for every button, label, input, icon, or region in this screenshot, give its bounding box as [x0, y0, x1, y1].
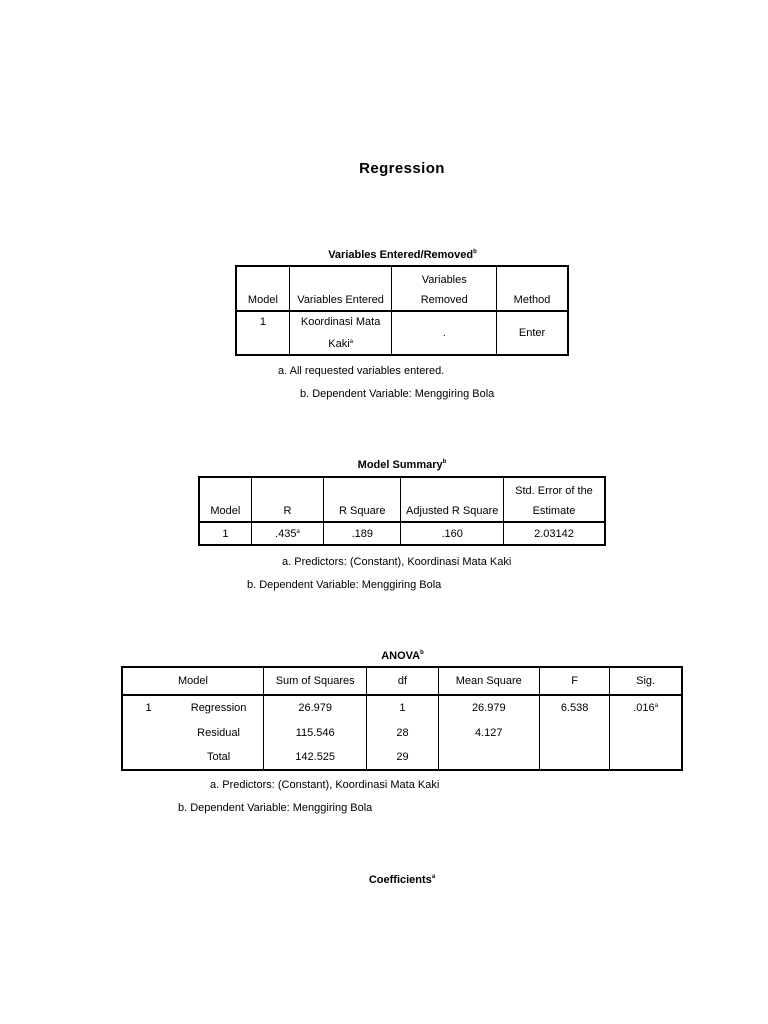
- cell-df: 28: [367, 720, 438, 745]
- header-method: Method: [497, 266, 568, 311]
- header-r: R: [251, 477, 323, 522]
- cell-sig: [610, 745, 682, 770]
- cell-variables-removed: .: [392, 311, 497, 355]
- table-row: [122, 720, 682, 745]
- header-model: Model: [122, 667, 263, 695]
- model-summary-caption: Model Summary$^b$: [357, 459, 447, 471]
- cell-f: [539, 720, 609, 745]
- cell-adjusted-r-square: .160: [401, 522, 504, 545]
- header-std-error: Std. Error of the Estimate: [503, 477, 605, 522]
- coefficients-caption: Coefficients$^a$: [368, 874, 436, 886]
- cell-method: Enter: [497, 311, 568, 355]
- cell-mean-square: 26.979: [438, 695, 539, 720]
- cell-r: .435$^a$: [251, 522, 323, 545]
- header-model: Model: [199, 477, 251, 522]
- cell-sig: [610, 720, 682, 745]
- table-row: [122, 745, 682, 770]
- variables-footnote-a: a. All requested variables entered.: [278, 365, 445, 377]
- cell-r-square: .189: [324, 522, 401, 545]
- header-model: Model: [236, 266, 289, 311]
- header-adjusted-r-square: Adjusted R Square: [401, 477, 504, 522]
- cell-sum-of-squares: 115.546: [263, 720, 366, 745]
- cell-std-error: 2.03142: [503, 522, 605, 545]
- anova-footnote-b: b. Dependent Variable: Menggiring Bola: [178, 802, 373, 814]
- cell-model: 1: [236, 311, 289, 355]
- cell-source: Total: [174, 745, 263, 770]
- anova-footnote-a: a. Predictors: (Constant), Koordinasi Mata Kaki: [210, 779, 440, 791]
- model-summary-table: [198, 476, 606, 546]
- cell-f: 6.538: [539, 695, 609, 720]
- header-sum-of-squares: Sum of Squares: [263, 667, 366, 695]
- variables-table-caption: Variables Entered/Removed$^b$: [328, 249, 477, 261]
- header-df: df: [367, 667, 438, 695]
- header-f: F: [539, 667, 609, 695]
- anova-caption: ANOVA$^b$: [381, 650, 424, 662]
- header-mean-square: Mean Square: [438, 667, 539, 695]
- summary-footnote-a: a. Predictors: (Constant), Koordinasi Mata Kaki: [282, 556, 512, 568]
- cell-f: [539, 745, 609, 770]
- cell-mean-square: [438, 745, 539, 770]
- cell-source: Residual: [174, 720, 263, 745]
- header-r-square: R Square: [324, 477, 401, 522]
- header-variables-removed: Variables Removed: [392, 266, 497, 311]
- table-row: [236, 311, 568, 355]
- cell-source: Regression: [174, 695, 263, 720]
- table-row: [199, 522, 605, 545]
- cell-variables-entered: Koordinasi Mata Kaki$^a$: [289, 311, 392, 355]
- cell-df: 29: [367, 745, 438, 770]
- cell-sig: .016$^a$: [610, 695, 682, 720]
- variables-footnote-b: b. Dependent Variable: Menggiring Bola: [300, 388, 495, 400]
- cell-model-number: 1: [122, 695, 174, 770]
- variables-entered-table: [235, 265, 569, 356]
- cell-mean-square: 4.127: [438, 720, 539, 745]
- cell-model: 1: [199, 522, 251, 545]
- cell-sum-of-squares: 26.979: [263, 695, 366, 720]
- page-title: Regression: [359, 160, 445, 177]
- summary-footnote-b: b. Dependent Variable: Menggiring Bola: [247, 579, 442, 591]
- header-sig: Sig.: [610, 667, 682, 695]
- table-row: [122, 695, 682, 720]
- cell-sum-of-squares: 142.525: [263, 745, 366, 770]
- anova-table: [121, 666, 683, 771]
- header-variables-entered: Variables Entered: [289, 266, 392, 311]
- cell-df: 1: [367, 695, 438, 720]
